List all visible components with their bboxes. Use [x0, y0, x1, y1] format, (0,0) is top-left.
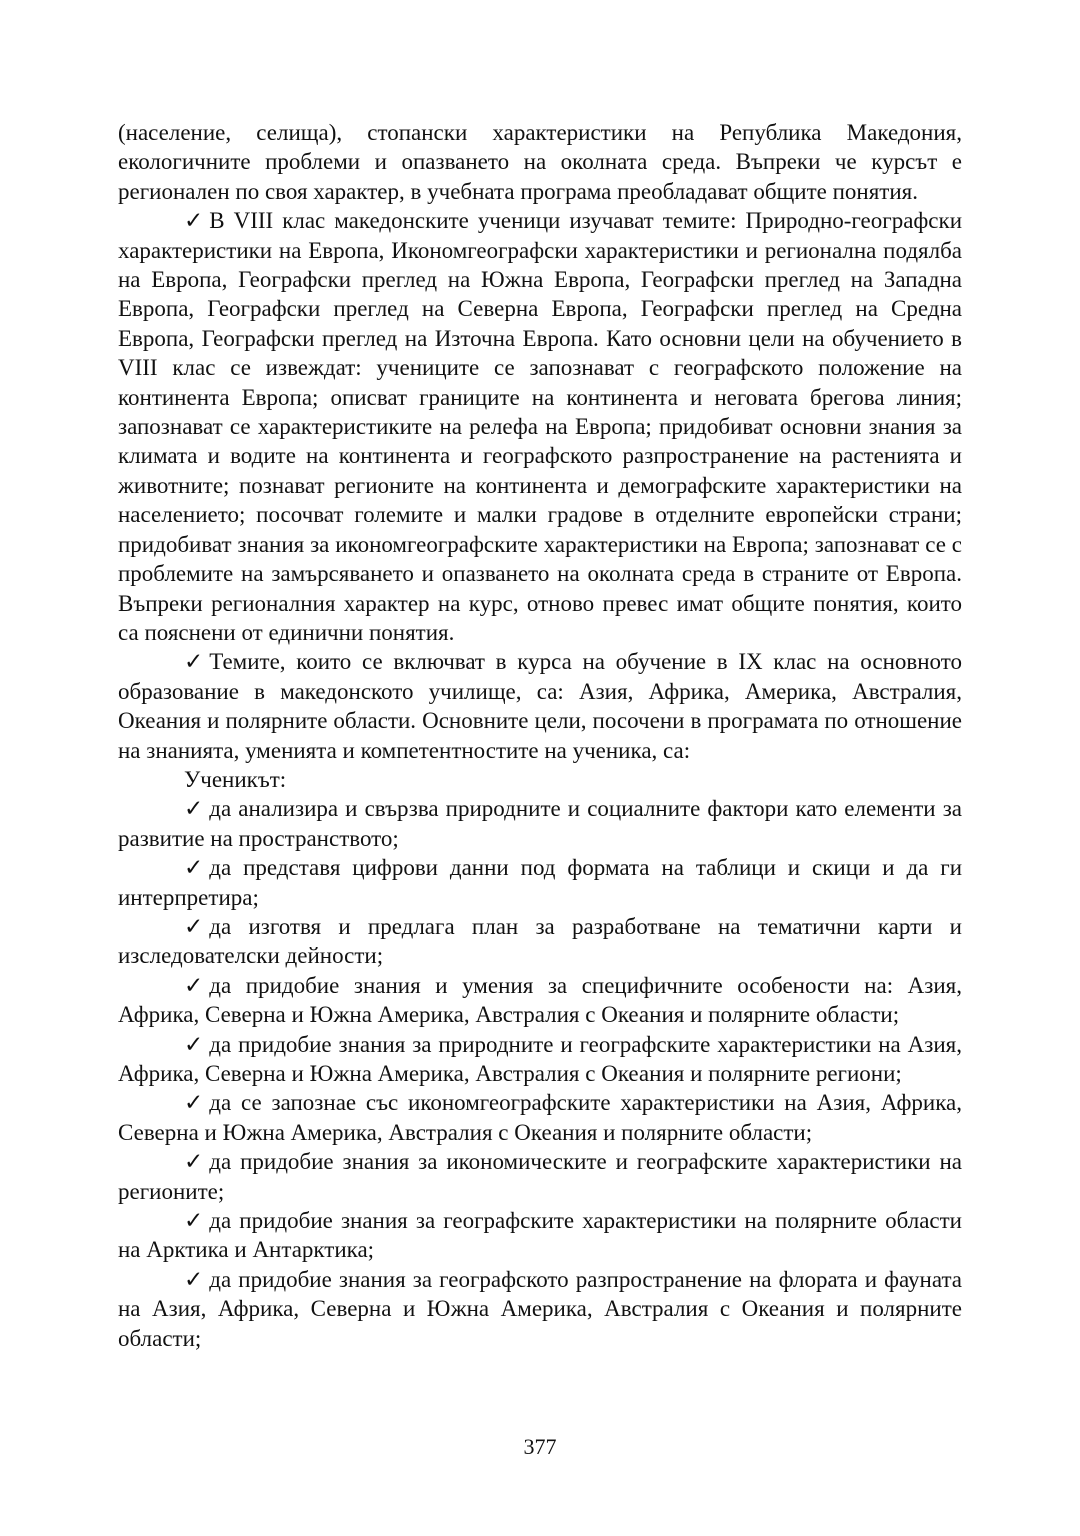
paragraph-grade-9: [118, 647, 962, 765]
paragraph-grade-8-text: В VIII клас македонските ученици изучават темите: Природно-географски характеристики на Европа, Икономгеографски характеристики и регионална подялба на Европа, Географски преглед на Южна Европа, Географски преглед на Западна Европа, Географски преглед на Северна Европа, Географски преглед на Средна Европа, Географски преглед на Източна Европа. Като основни цели на обучението в VIII клас се извеждат: учениците се запознават с географското положение на континента Европа; описват границите на континента и неговата брегова линия; запознават се характеристиките на релефа на Европа; придобиват основни знания за климата и водите на континента и географското разпространение на растенията и животните; познават регионите на континента и демографските характеристики на населението; посочват големите и малки градове в отделните европейски страни; придобиват знания за икономгеографските характеристики на Европа; запознават се с проблемите на замърсяването и опазването на околната среда в страните от Европа. Въпреки регионалния характер на курс, отново превес имат общите понятия, които са пояснени от единични понятия.: [118, 208, 962, 645]
checkmark-icon: ✓: [184, 208, 204, 234]
document-page: [118, 118, 962, 1353]
goal-text: да представя цифрови данни под формата на таблици и скици и да ги интерпретира;: [118, 855, 962, 910]
checkmark-icon: ✓: [184, 1031, 204, 1057]
goals-list: [118, 794, 962, 1353]
checkmark-icon: ✓: [184, 972, 204, 998]
checkmark-icon: ✓: [184, 855, 204, 881]
page-number: 377: [523, 1434, 557, 1459]
paragraph-continuation: (население, селища), стопански характеристики на Република Македония, екологичните проблеми и опазването на околната среда. Въпреки че курсът е регионален по своя характер, в учебната програма преобладават общите понятия.: [118, 120, 962, 204]
goal-text: да придобие знания за природните и географските характеристики на Азия, Африка, Северна и Южна Америка, Австралия с Океания и полярните региони;: [118, 1031, 962, 1086]
goal-text: да придобие знания и умения за специфичните особености на: Азия, Африка, Северна и Южна Америка, Австралия с Океания и полярните области;: [118, 972, 962, 1028]
goal-item: [118, 971, 962, 1030]
goal-item: [118, 1088, 962, 1147]
checkmark-icon: ✓: [184, 649, 204, 675]
checkmark-icon: ✓: [184, 1149, 204, 1175]
goal-text: да изготвя и предлага план за разработване на тематични карти и изследователски дейности;: [118, 913, 962, 969]
checkmark-icon: ✓: [184, 1208, 204, 1234]
checkmark-icon: ✓: [184, 913, 204, 939]
goal-text: да се запознае със икономгеографските характеристики на Азия, Африка, Северна и Южна Америка, Австралия с Океания и полярните области;: [118, 1090, 962, 1145]
goal-text: да придобие знания за географското разпространение на флората и фауната на Азия, Африка, Северна и Южна Америка, Австралия с Океания и полярните области;: [118, 1266, 962, 1351]
subheading-student: Ученикът:: [184, 766, 287, 792]
checkmark-icon: ✓: [184, 796, 204, 822]
goal-item: [118, 853, 962, 912]
goal-text: да придобие знания за икономическите и географските характеристики на регионите;: [118, 1149, 962, 1204]
goal-item: [118, 1030, 962, 1089]
checkmark-icon: ✓: [184, 1090, 204, 1116]
goal-item: [118, 912, 962, 971]
paragraph-grade-9-text: Темите, които се включват в курса на обучение в IX клас на основното образование в македонското училище, са: Азия, Африка, Америка, Австралия, Океания и полярните области. Основните цели, посочени в програмата по отношение на знанията, уменията и компетентностите на ученика, са:: [118, 649, 962, 763]
goal-text: да анализира и свързва природните и социалните фактори като елементи за развитие на пространството;: [118, 796, 962, 851]
goal-text: да придобие знания за географските характеристики на полярните области на Арктика и Антарктика;: [118, 1208, 962, 1263]
checkmark-icon: ✓: [184, 1266, 204, 1292]
goal-item: [118, 1265, 962, 1353]
goal-item: [118, 1206, 962, 1265]
goal-item: [118, 1147, 962, 1206]
paragraph-grade-8: [118, 206, 962, 647]
goal-item: [118, 794, 962, 853]
